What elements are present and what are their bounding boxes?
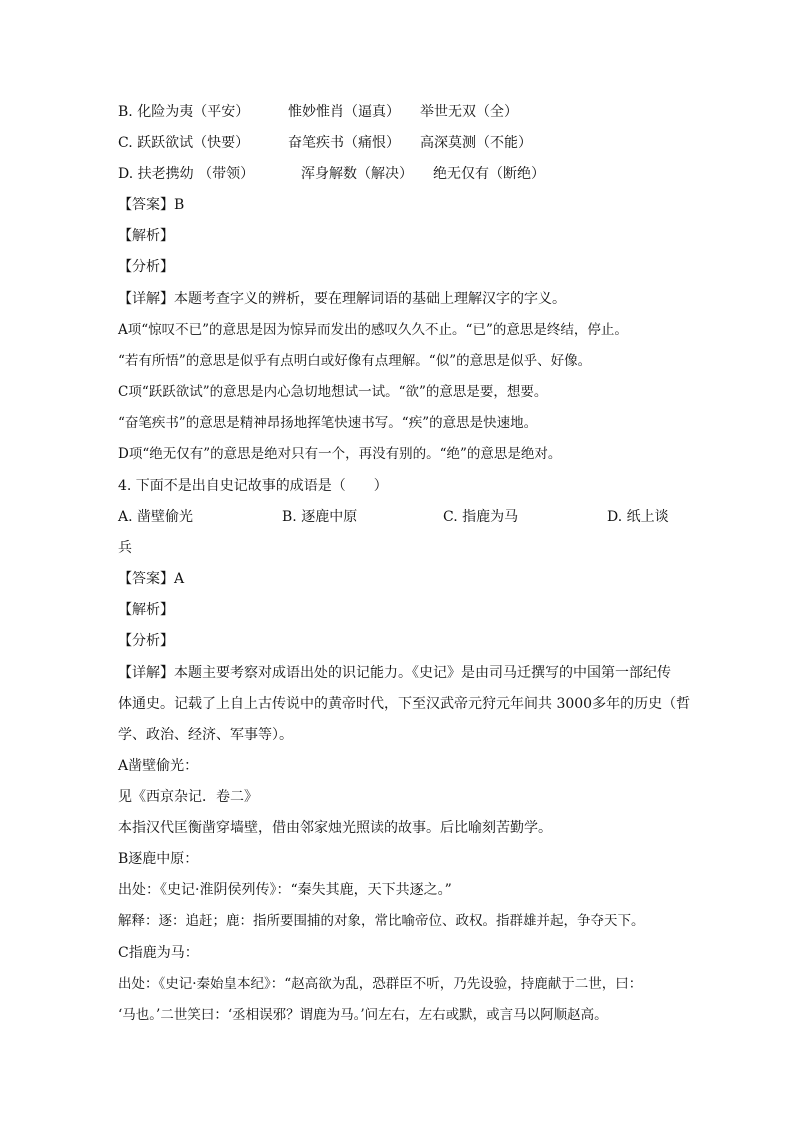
q4-option-b: B. 逐鹿中原 bbox=[282, 509, 358, 525]
q3-detail-line: D项“绝无仅有”的意思是绝对只有一个，再没有别的。“绝”的意思是绝对。 bbox=[118, 446, 562, 462]
q3-option-b-1: B. 化险为夷（平安） bbox=[118, 104, 250, 120]
q3-option-d-2: 浑身解数（解决） bbox=[301, 166, 413, 182]
q4-detail-line: A凿壁偷光： bbox=[118, 758, 199, 774]
q4-detail-line: 解释：逐：追赶；鹿：指所要围捕的对象，常比喻帝位、政权。指群雄并起，争夺天下。 bbox=[118, 913, 645, 929]
q3-option-b-2: 惟妙惟肖（逼真） bbox=[288, 104, 400, 120]
q4-answer: 【答案】A bbox=[118, 571, 185, 587]
q4-detail-line: 本指汉代匡衡凿穿墙壁，借由邻家烛光照读的故事。后比喻刻苦勤学。 bbox=[118, 820, 552, 836]
q3-jiexi-label: 【解析】 bbox=[118, 228, 174, 244]
q4-detail-line: 见《西京杂记．卷二》 bbox=[118, 789, 258, 805]
q4-detail-line: 学、政治、经济、军事等）。 bbox=[118, 727, 293, 743]
q4-fenxi-label: 【分析】 bbox=[118, 633, 174, 649]
q3-option-c-3: 高深莫测（不能） bbox=[420, 135, 532, 151]
q3-option-c-1: C. 跃跃欲试（快要） bbox=[118, 135, 250, 151]
q4-jiexi-label: 【解析】 bbox=[118, 602, 174, 618]
q3-option-d-3: 绝无仅有（断绝） bbox=[433, 166, 545, 182]
q4-options-row bbox=[118, 502, 688, 533]
q4-detail-line: 出处：《史记·秦始皇本纪》：“赵高欲为乱，恐群臣不听，乃先设验，持鹿献于二世，曰： bbox=[118, 976, 643, 992]
q4-option-d-wrap: 兵 bbox=[118, 540, 132, 556]
q3-detail-line: 【详解】本题考查字义的辨析，要在理解词语的基础上理解汉字的字义。 bbox=[118, 291, 566, 307]
q3-option-d-1: D. 扶老携幼 （带领） bbox=[118, 166, 255, 182]
q3-option-b-3: 举世无双（全） bbox=[420, 104, 518, 120]
q4-detail-line: ‘马也。’二世笑曰：‘丞相误邪？谓鹿为马。’问左右，左右或默，或言马以阿顺赵高。 bbox=[118, 1007, 608, 1023]
q4-detail-line: 体通史。记载了上自上古传说中的黄帝时代，下至汉武帝元狩元年间共 3000多年的历史（哲 bbox=[118, 696, 691, 712]
q3-option-d-row bbox=[118, 159, 688, 190]
q4-detail-line: B逐鹿中原： bbox=[118, 851, 199, 867]
q3-option-c-row bbox=[118, 128, 688, 159]
q4-detail-line: 【详解】本题主要考察对成语出处的识记能力。《史记》是由司马迁撰写的中国第一部纪传 bbox=[118, 665, 671, 681]
q4-detail-line: 出处：《史记·淮阴侯列传》：“秦失其鹿，天下共逐之。” bbox=[118, 882, 452, 898]
q3-option-c-2: 奋笔疾书（痛恨） bbox=[288, 135, 400, 151]
q4-option-a: A. 凿壁偷光 bbox=[118, 509, 194, 525]
q3-detail-line: “奋笔疾书”的意思是精神昂扬地挥笔快速书写。“疾”的意思是快速地。 bbox=[118, 415, 538, 431]
q3-detail-line: A项“惊叹不已”的意思是因为惊异而发出的感叹久久不止。“已”的意思是终结，停止。 bbox=[118, 322, 628, 338]
q3-detail-line: C项“跃跃欲试”的意思是内心急切地想试一试。“欲”的意思是要，想要。 bbox=[118, 384, 548, 400]
q4-option-d: D. 纸上谈 bbox=[607, 509, 669, 525]
q4-detail-line: C指鹿为马： bbox=[118, 945, 199, 961]
q3-answer: 【答案】B bbox=[118, 197, 185, 213]
q3-fenxi-label: 【分析】 bbox=[118, 259, 174, 275]
q3-detail-line: “若有所悟”的意思是似乎有点明白或好像有点理解。“似”的意思是似乎、好像。 bbox=[118, 353, 592, 369]
q4-option-c: C. 指鹿为马 bbox=[443, 509, 519, 525]
q4-stem: 4. 下面不是出自史记故事的成语是（ ） bbox=[118, 478, 388, 494]
q3-option-b-row bbox=[118, 97, 688, 128]
